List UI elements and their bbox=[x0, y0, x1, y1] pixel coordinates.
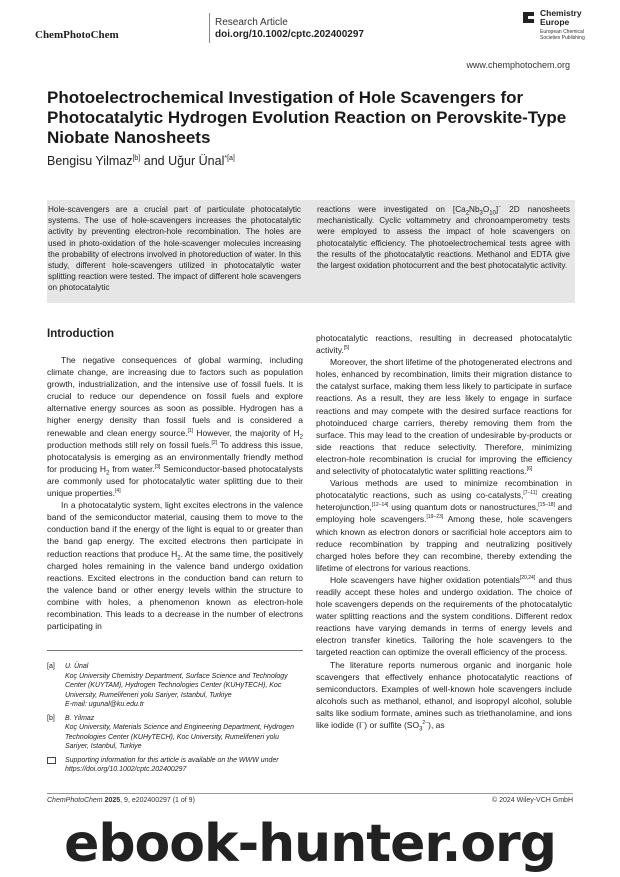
publisher-sub-line2: Societies Publishing bbox=[540, 35, 585, 41]
section-heading: Introduction bbox=[47, 328, 115, 340]
body-paragraph: Hole scavengers have higher oxidation potentials[20,24] and thus readily accept these holes and undergo oxidation. The choice of hole scavengers depends on the requirements of the photocatalytic water splitting reactions and the system conditions. Different redox reactions have varying demands in terms of energy levels and electron transfer kinetics. Tailoring the hole scavengers to the targeted reaction can optimize the overall efficiency of the process. bbox=[316, 574, 572, 658]
body-left-column bbox=[47, 354, 303, 632]
footnote-tag: [a] bbox=[47, 663, 55, 670]
publisher-name-line2: Europe bbox=[540, 17, 570, 27]
footnote-affiliation: Koç University, Materials Science and Engineering Department, Hydrogen Technologies Center (KUHyTECH), Koc University, Rumelifeneri yolu Sariyer, Istanbul, Turkiye bbox=[65, 724, 295, 750]
publisher-name-line1: Chemistry bbox=[540, 8, 582, 18]
copyright-footer: © 2024 Wiley-VCH GmbH bbox=[491, 797, 573, 804]
affiliation-marker: [b] bbox=[132, 154, 141, 162]
abstract-right-column: reactions were investigated on $[Ca_2Nb_3O_{10}]^-$ 2D nanosheets mechanistically. Cyclic voltammetry and chronoamperometry tests were employed to assess the impact of hole scavengers on photocatalytic efficiency. The photoelectrochemical tests agree with the results of the photocatalytic reactions. Methanol and EDTA give the largest oxidation photocurrent and the best photocatalytic activity. bbox=[317, 204, 570, 271]
abstract-box bbox=[47, 200, 575, 303]
author-separator: and bbox=[140, 154, 169, 168]
citation-link[interactable]: [2] bbox=[211, 439, 218, 446]
publisher-name bbox=[540, 9, 582, 27]
chemistry-europe-logo-icon bbox=[521, 10, 536, 25]
footnote-a bbox=[47, 662, 303, 710]
body-paragraph: The negative consequences of global warming, including climate change, are increasing due to factors such as population growth, industrialization, and the intensive use of fossil fuels. It is crucial to reduce our dependence on fossil fuels and explore alternative energy sources as soon as possible. Hydrogen has a higher energy density than fossil fuels and is considered a renewable and clean energy source.[1] However, the majority of $H_2$ production methods still rely on fossil fuels.[2] To address this issue, photocatalysis is emerging as an environmentally friendly method for producing $H_2$ from water.[3] Semiconductor-based photocatalysts are commonly used for photocatalytic water splitting due to their unique properties.[4] bbox=[47, 355, 303, 499]
doi-link[interactable]: doi.org/10.1002/cptc.202400297 bbox=[215, 29, 364, 40]
abstract-left-column: Hole-scavengers are a crucial part of particulate photocatalytic systems. The use of hole-scavengers increases the photocatalytic activity by preventing electron-hole recombination. The holes are used in photo-oxidation of the hole-scavenger molecules increasing the probability of electrons involved in photoreduction of water. In this study, different hole-scavengers utilized in photocatalytic water splitting reaction were tested. The impact of different hole scavengers on photocatalytic bbox=[48, 205, 301, 293]
laptop-icon bbox=[47, 757, 56, 764]
citation-link[interactable]: [7–11] bbox=[523, 490, 537, 497]
author-name: Bengisu Yilmaz bbox=[47, 154, 133, 168]
author-name: Uğur Ünal bbox=[168, 154, 225, 168]
journal-website-link[interactable]: www.chemphotochem.org bbox=[466, 60, 570, 70]
publisher-sub-line1: European Chemical bbox=[540, 29, 584, 35]
publisher-subtitle bbox=[540, 29, 585, 41]
citation-link[interactable]: [3] bbox=[154, 464, 161, 471]
body-right-column bbox=[316, 332, 572, 731]
article-type: Research Article bbox=[215, 17, 288, 28]
author-list bbox=[47, 154, 235, 168]
supporting-info-text[interactable]: Supporting information for this article is available on the WWW under https://doi.org/10.1002/cptc.202400297 bbox=[65, 756, 279, 773]
body-paragraph: The literature reports numerous organic and inorganic hole scavengers that effectively enhance photocatalytic reactions of semiconductors. Examples of well-known hole scavengers include alcohols such as methanol, ethanol, and isopropyl alcohol, soluble salts like sodium formate, amines such as triethanolamine, and ions like iodide (I−) or sulfite $(SO_3^{2-})$, as bbox=[316, 659, 572, 733]
citation-link[interactable]: [4] bbox=[115, 488, 121, 495]
citation-footer: ChemPhotoChem 2025, 9, e202400297 (1 of 9) bbox=[47, 797, 195, 804]
body-paragraph: Various methods are used to minimize recombination in photocatalytic reactions, such as using co-catalysts,[7–11] creating heterojunction,[12–14] using quantum dots or nanostructures,[15–18] and employing hole scavengers.[19–23] Among these, hole scavengers which known as electron donors or sacrificial hole acceptors aim to reduce recombination by trapping and neutralizing positively charged holes before they can recombine, thereby extending the lifetime of electrons for various reactions. bbox=[316, 478, 572, 573]
footnote-b bbox=[47, 714, 303, 752]
citation-link[interactable]: [19–23] bbox=[426, 514, 444, 521]
watermark-text: ebook-hunter.org bbox=[64, 814, 556, 874]
footer-divider bbox=[47, 793, 573, 794]
header-divider bbox=[209, 13, 210, 43]
footnote-affiliation: Koç University Chemistry Department, Surface Science and Technology Center (KUYTAM), Hydrogen Technologies Center (KUHyTECH), Koc University, Rumelifeneri yolu Sariyer, Istanbul, Turkiye bbox=[65, 672, 288, 699]
footnote-tag: [b] bbox=[47, 714, 55, 722]
footnote-divider bbox=[47, 650, 303, 651]
footnote-author: B. Yilmaz bbox=[65, 714, 95, 722]
body-paragraph: photocatalytic reactions, resulting in decreased photocatalytic activity.[5] bbox=[316, 333, 572, 356]
citation-link[interactable]: [5] bbox=[343, 345, 350, 352]
body-paragraph: Moreover, the short lifetime of the photogenerated electrons and holes, enhanced by recombination, limits their migration distance to the catalyst surface, making them less likely to participate in surface reactions. As a result, they are less likely to engage in surface reactions and may compete with the desired surface reactions for photoinduced charge carriers, thereby removing them from the surface. This may lead to the creation of undesirable by-products or side reactions that reduce selectivity. Therefore, minimizing electron-hole recombination is crucial for improving the efficiency and selectivity of photocatalytic water splitting reactions.[6] bbox=[316, 357, 572, 477]
citation-link[interactable]: [15–18] bbox=[538, 502, 555, 509]
citation-link[interactable]: [6] bbox=[526, 466, 533, 473]
affiliation-marker: *[a] bbox=[224, 154, 235, 162]
article-title: Photoelectrochemical Investigation of Hole Scavengers for Photocatalytic Hydrogen Evolution Reaction on Perovskite-Type Niobate Nanosheets bbox=[47, 88, 567, 147]
journal-name: ChemPhotoChem bbox=[35, 29, 119, 41]
supporting-info-note bbox=[47, 756, 303, 775]
body-paragraph: In a photocatalytic system, light excites electrons in the valence band of the semiconductor material, causing them to move to the conduction band if the energy of the light is equal to or greater than the band gap energy. The excited electrons then participate in reduction reactions that produce $H_2$. At the same time, the positively charged holes remaining in the valence band undergo oxidation reactions. Excited electrons in the conduction band can return to the valence band or other energy levels within the structure to combine with holes, a phenomenon known as electron-hole recombination. This leads to a decrease in the number of electrons participating in bbox=[47, 500, 304, 632]
affiliation-footnotes bbox=[47, 662, 303, 779]
citation-link[interactable]: [20,24] bbox=[519, 575, 536, 582]
citation-link[interactable]: [1] bbox=[187, 427, 194, 434]
footnote-author: U. Ünal bbox=[65, 663, 89, 670]
footnote-email[interactable]: E-mail: ugunal@ku.edu.tr bbox=[65, 701, 145, 708]
citation-link[interactable]: [12–14] bbox=[371, 502, 389, 509]
